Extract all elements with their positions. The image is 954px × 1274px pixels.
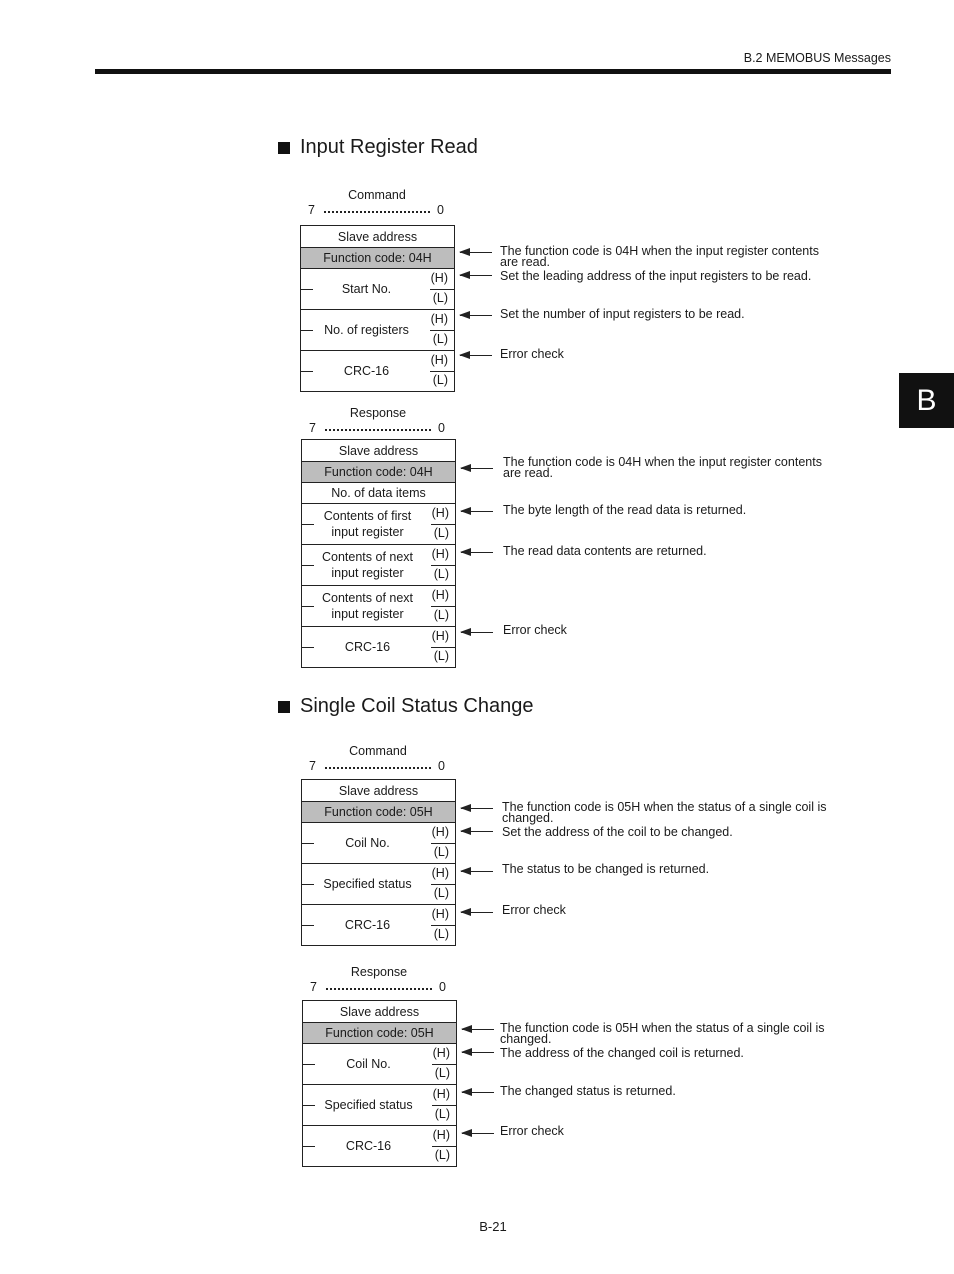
bit-dots: [324, 211, 430, 213]
table-row-slave-address: Slave address: [338, 443, 419, 458]
page-number: B-21: [479, 1219, 507, 1234]
arrow-icon: [462, 1092, 494, 1093]
low-byte-label: (L): [433, 649, 449, 663]
bit-0-label: 0: [437, 203, 444, 217]
diagram-label: Command: [349, 744, 407, 758]
response-diagram: [301, 406, 861, 668]
table-row-function-code: Function code: 04H: [301, 247, 454, 268]
row-label: Coil No.: [346, 1056, 391, 1071]
table-row-crc: [303, 1125, 456, 1166]
high-byte-label: (H): [432, 1128, 450, 1142]
annotation-note: The function code is 04H when the input register contents are read.: [500, 244, 819, 269]
annotation-note: The function code is 04H when the input register contents are read.: [503, 455, 822, 480]
annotation-note: The function code is 05H when the status of a single coil is changed.: [502, 800, 827, 825]
row-label: CRC-16: [343, 363, 390, 378]
low-byte-label: (L): [433, 886, 449, 900]
bit-dots: [325, 429, 431, 431]
row-label: Specified status: [323, 876, 412, 891]
table-row-specified-status: [302, 863, 455, 904]
table-row-coil-no: [303, 1043, 456, 1084]
row-label: Specified status: [324, 1097, 413, 1112]
table-row-no-of-registers: [301, 309, 454, 350]
bit-scale: [300, 203, 454, 219]
arrow-icon: [462, 1029, 494, 1030]
low-byte-label: (L): [432, 373, 448, 387]
low-byte-label: (L): [433, 567, 449, 581]
diagram-label: Command: [348, 188, 406, 202]
row-label: CRC-16: [344, 917, 391, 932]
annotation-note: The status to be changed is returned.: [502, 862, 710, 876]
command-diagram: [301, 744, 861, 944]
low-byte-label: (L): [434, 1107, 450, 1121]
table-row-start-no: [301, 268, 454, 309]
table-row-no-of-data-items: No. of data items: [302, 482, 455, 503]
bit-7-label: 7: [310, 980, 317, 994]
arrow-icon: [460, 355, 492, 356]
diagram-label: Response: [350, 965, 408, 979]
section-title: [278, 136, 478, 159]
high-byte-label: (H): [430, 353, 448, 367]
section-title: [278, 695, 533, 718]
annotation-note: The changed status is returned.: [500, 1084, 676, 1098]
arrow-icon: [461, 808, 493, 809]
table-row-function-code: Function code: 04H: [302, 461, 455, 482]
table-row-first-register: [302, 503, 455, 544]
row-label: Contents of next input register: [321, 590, 414, 621]
high-byte-label: (H): [431, 825, 449, 839]
low-byte-label: (L): [434, 1148, 450, 1162]
high-byte-label: (H): [431, 588, 449, 602]
bit-0-label: 0: [438, 421, 445, 435]
table-row-crc: [301, 350, 454, 391]
row-label: Contents of next input register: [321, 549, 414, 580]
bit-0-label: 0: [439, 980, 446, 994]
high-byte-label: (H): [431, 866, 449, 880]
arrow-icon: [460, 275, 492, 276]
annotation-note: Error check: [500, 1124, 564, 1138]
high-byte-label: (H): [431, 547, 449, 561]
bit-0-label: 0: [438, 759, 445, 773]
arrow-icon: [461, 511, 493, 512]
table-row-next-register: [302, 544, 455, 585]
arrow-icon: [460, 252, 492, 253]
annotation-note: The read data contents are returned.: [503, 544, 707, 558]
low-byte-label: (L): [434, 1066, 450, 1080]
section-title-text: Input Register Read: [300, 136, 478, 158]
header-rule: [95, 69, 891, 74]
high-byte-label: (H): [431, 629, 449, 643]
command-diagram: [300, 188, 860, 388]
annotation-note: Set the number of input registers to be read.: [500, 307, 745, 321]
row-label: Contents of first input register: [323, 508, 412, 539]
table-row-coil-no: [302, 822, 455, 863]
arrow-icon: [460, 315, 492, 316]
message-table: [302, 1000, 457, 1167]
square-bullet-icon: [278, 701, 290, 713]
annotation-note: Error check: [500, 347, 564, 361]
table-row-next-register: [302, 585, 455, 626]
low-byte-label: (L): [433, 927, 449, 941]
high-byte-label: (H): [430, 312, 448, 326]
low-byte-label: (L): [433, 845, 449, 859]
running-header: B.2 MEMOBUS Messages: [743, 51, 891, 65]
response-diagram: [302, 965, 862, 1165]
bit-7-label: 7: [309, 421, 316, 435]
low-byte-label: (L): [433, 526, 449, 540]
row-label: CRC-16: [345, 1138, 392, 1153]
message-table: [300, 225, 455, 392]
table-row-function-code: Function code: 05H: [302, 801, 455, 822]
high-byte-label: (H): [432, 1087, 450, 1101]
square-bullet-icon: [278, 142, 290, 154]
arrow-icon: [462, 1052, 494, 1053]
table-row-crc: [302, 626, 455, 667]
arrow-icon: [461, 912, 493, 913]
row-label: No. of registers: [324, 322, 409, 337]
annotation-note: Error check: [503, 623, 567, 637]
table-row-crc: [302, 904, 455, 945]
bit-scale: [302, 980, 456, 996]
bit-scale: [301, 421, 455, 437]
row-label: Coil No.: [345, 835, 390, 850]
diagram-label: Response: [349, 406, 407, 420]
arrow-icon: [461, 831, 493, 832]
arrow-icon: [461, 468, 493, 469]
high-byte-label: (H): [432, 1046, 450, 1060]
low-byte-label: (L): [432, 332, 448, 346]
table-row-slave-address: Slave address: [338, 783, 419, 798]
table-row-slave-address: Slave address: [339, 1004, 420, 1019]
arrow-icon: [462, 1133, 494, 1134]
low-byte-label: (L): [433, 608, 449, 622]
row-label: CRC-16: [344, 639, 391, 654]
bit-7-label: 7: [309, 759, 316, 773]
appendix-tab: B: [899, 373, 954, 428]
high-byte-label: (H): [431, 506, 449, 520]
annotation-note: Set the address of the coil to be changed.: [502, 825, 733, 839]
table-row-specified-status: [303, 1084, 456, 1125]
arrow-icon: [461, 871, 493, 872]
low-byte-label: (L): [432, 291, 448, 305]
high-byte-label: (H): [430, 271, 448, 285]
section-title-text: Single Coil Status Change: [300, 695, 534, 717]
message-table: [301, 779, 456, 946]
bit-scale: [301, 759, 455, 775]
annotation-note: The function code is 05H when the status of a single coil is changed.: [500, 1021, 825, 1046]
row-label: Start No.: [341, 281, 392, 296]
table-row-slave-address: Slave address: [337, 229, 418, 244]
bit-7-label: 7: [308, 203, 315, 217]
bit-dots: [326, 988, 432, 990]
arrow-icon: [461, 552, 493, 553]
annotation-note: The address of the changed coil is returned.: [500, 1046, 744, 1060]
table-row-function-code: Function code: 05H: [303, 1022, 456, 1043]
annotation-note: The byte length of the read data is returned.: [503, 503, 747, 517]
annotation-note: Error check: [502, 903, 566, 917]
message-table: [301, 439, 456, 668]
annotation-note: Set the leading address of the input registers to be read.: [500, 269, 812, 283]
high-byte-label: (H): [431, 907, 449, 921]
arrow-icon: [461, 632, 493, 633]
bit-dots: [325, 767, 431, 769]
